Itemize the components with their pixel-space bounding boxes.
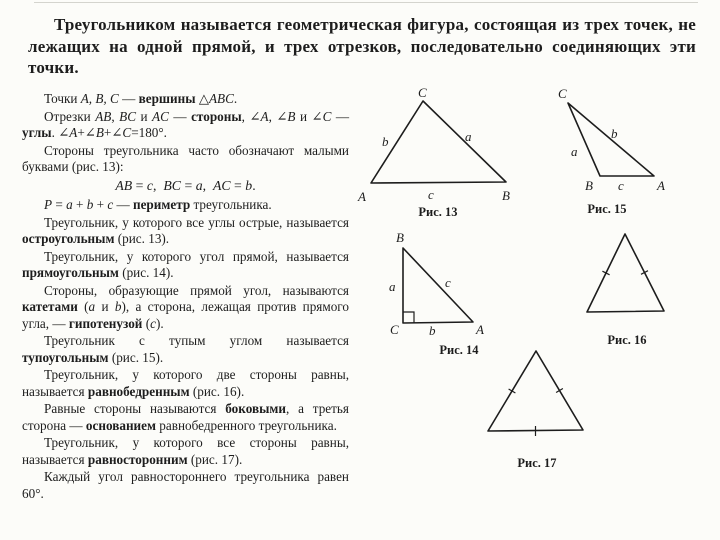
figure-14-right-triangle	[370, 225, 520, 365]
vertex-label-c: C	[390, 322, 399, 337]
figure-caption: Рис. 13	[418, 205, 458, 219]
paragraph-vertices: Точки A, B, C — вершины △ABC.	[44, 91, 238, 106]
vertex-label-a: A	[657, 178, 665, 193]
vertex-label-c: C	[558, 86, 567, 101]
paragraph-sixty-degrees: Каждый угол равностороннего треугольника равен 60°.	[22, 469, 349, 501]
side-label-b: b	[382, 134, 389, 149]
figure-17-equilateral-triangle	[460, 348, 640, 478]
vertex-label-b: B	[396, 230, 404, 245]
vertex-label-a: A	[358, 189, 366, 204]
obtuse-triangle-diagram	[545, 85, 720, 197]
vertex-label-a: A	[476, 322, 484, 337]
paragraph-equilateral: Треугольник, у которого все стороны равны, называется равносторонним (рис. 17).	[22, 435, 349, 467]
triangle-outline	[587, 234, 664, 312]
triangle-outline	[371, 101, 506, 183]
figure-caption: Рис. 14	[439, 343, 479, 357]
equilateral-triangle-diagram	[460, 348, 640, 442]
body-text-column	[22, 91, 349, 503]
paragraph-small-letters: Стороны треугольника часто обозначают малыми буквами (рис. 13):	[22, 142, 349, 174]
figure-caption: Рис. 17	[517, 456, 557, 470]
paragraph-sides-angles: Отрезки AB, BC и AC — стороны, ∠A, ∠B и ∠C — углы. ∠A+∠B+∠C=180°.	[22, 108, 350, 140]
vertex-label-c: C	[418, 85, 427, 100]
paragraph-legs-hypotenuse: Стороны, образующие прямой угол, называются катетами (a и b), а сторона, лежащая против прямого угла, — гипотенузой (c).	[22, 282, 349, 331]
vertex-label-b: B	[502, 188, 510, 203]
right-triangle-diagram	[370, 225, 520, 340]
side-label-c: c	[428, 187, 434, 202]
right-angle-marker	[403, 312, 414, 323]
formula-side-notation: AB = c, BC = a, AC = b.	[115, 177, 256, 193]
figure-13-acute-triangle	[355, 85, 545, 230]
paragraph-obtuse: Треугольник с тупым углом называется тупоугольным (рис. 15).	[22, 333, 349, 365]
scan-edge-line	[34, 2, 698, 3]
paragraph-lateral-base: Равные стороны называются боковыми, а третья сторона — основанием равнобедренного треугольника.	[22, 401, 349, 433]
acute-triangle-diagram	[355, 85, 545, 205]
figure-caption: Рис. 15	[587, 202, 627, 216]
paragraph-right: Треугольник, у которого угол прямой, называется прямоугольным (рис. 14).	[22, 248, 349, 280]
paragraph-isosceles: Треугольник, у которого две стороны равны, называется равнобедренным (рис. 16).	[22, 367, 349, 399]
triangle-outline	[488, 351, 583, 431]
isosceles-triangle-diagram	[560, 225, 700, 325]
side-label-a: a	[389, 279, 396, 294]
side-label-a: a	[465, 129, 472, 144]
side-label-c: c	[618, 178, 624, 193]
paragraph-perimeter: P = a + b + c — периметр треугольника.	[44, 197, 272, 212]
side-label-b: b	[611, 126, 618, 141]
side-label-a: a	[571, 144, 578, 159]
side-label-b: b	[429, 323, 436, 338]
definition-paragraph: Треугольником называется геометрическая фигура, состоящая из трех точек, не лежащих на одной прямой, и трех отрезков, последовательно соединяющих эти точки.	[28, 15, 696, 77]
figure-15-obtuse-triangle	[545, 85, 720, 225]
paragraph-acute: Треугольник, у которого все углы острые, называется остроугольным (рис. 13).	[22, 214, 349, 246]
figure-caption: Рис. 16	[607, 333, 647, 347]
side-label-c: c	[445, 275, 451, 290]
vertex-label-b: B	[585, 178, 593, 193]
figure-16-isosceles-triangle	[560, 225, 700, 355]
